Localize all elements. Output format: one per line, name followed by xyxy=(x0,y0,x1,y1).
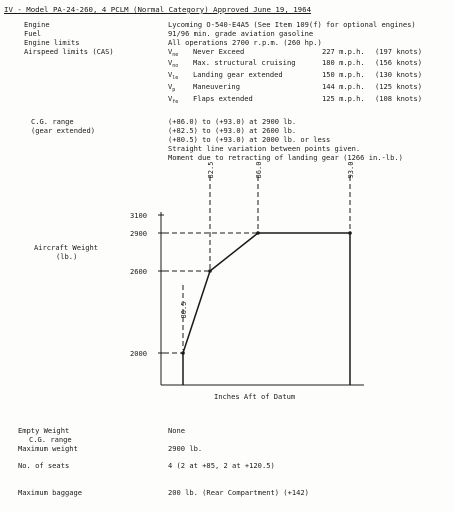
airspeed-desc: Maneuvering xyxy=(193,82,240,91)
y-axis-label: Aircraft Weight xyxy=(34,243,99,252)
station-label: 80.5 xyxy=(180,301,188,319)
fuel-value: 91/96 min. grade aviation gasoline xyxy=(168,29,314,38)
airspeed-mph: 125 m.p.h. xyxy=(322,94,365,103)
max-weight-label: Maximum weight xyxy=(18,444,78,453)
airspeed-desc: Never Exceed xyxy=(193,47,245,56)
station-label: 82.5 xyxy=(207,161,215,179)
airspeed-knots: (108 knots) xyxy=(375,94,422,103)
airspeed-mph: 180 m.p.h. xyxy=(322,58,365,67)
fuel-label: Fuel xyxy=(24,29,42,38)
station-label: 93.0 xyxy=(347,161,355,179)
cg-line: (+80.5) to (+93.0) at 2000 lb. or less xyxy=(168,135,331,144)
max-baggage-value: 200 lb. (Rear Compartment) (+142) xyxy=(168,488,309,497)
cg-range-sublabel: (gear extended) xyxy=(31,126,96,135)
airspeed-knots: (156 knots) xyxy=(375,58,422,67)
airspeed-desc: Max. structural cruising xyxy=(193,58,296,67)
station-label: 86.0 xyxy=(255,161,263,179)
y-tick-label: 3100 xyxy=(130,211,148,220)
seats-value: 4 (2 at +85, 2 at +120.5) xyxy=(168,461,275,470)
max-baggage-label: Maximum baggage xyxy=(18,488,83,497)
airspeed-sym: $V_{no}$ xyxy=(168,58,179,69)
y-tick-label: 2900 xyxy=(130,229,148,238)
airspeed-knots: (197 knots) xyxy=(375,47,422,56)
airspeed-sym: $V_p$ xyxy=(168,82,176,93)
airspeed-desc: Flaps extended xyxy=(193,94,253,103)
airspeed-mph: 150 m.p.h. xyxy=(322,70,365,79)
page-header: IV - Model PA-24-260, 4 PCLM (Normal Category) Approved June 19, 1964 xyxy=(4,5,312,14)
empty-cg-label: C.G. range xyxy=(29,435,72,444)
y-tick-label: 2000 xyxy=(130,349,148,358)
airspeed-mph: 144 m.p.h. xyxy=(322,82,365,91)
empty-weight-label: Empty Weight xyxy=(18,426,70,435)
cg-range-label: C.G. range xyxy=(31,117,74,126)
airspeed-sym: $V_{le}$ xyxy=(168,70,179,81)
engine-limits-value: All operations 2700 r.p.m. (260 hp.) xyxy=(168,38,322,47)
max-weight-value: 2900 lb. xyxy=(168,444,203,453)
cg-line: (+82.5) to (+93.0) at 2600 lb. xyxy=(168,126,297,135)
envelope-line xyxy=(183,233,350,385)
engine-value: Lycoming O-540-E4A5 (See Item 109(f) for optional engines) xyxy=(168,20,416,29)
x-axis-label: Inches Aft of Datum xyxy=(214,392,296,401)
airspeed-label: Airspeed limits (CAS) xyxy=(24,47,114,56)
airspeed-desc: Landing gear extended xyxy=(193,70,283,79)
airspeed-sym: $V_{ne}$ xyxy=(168,47,179,58)
y-tick-label: 2600 xyxy=(130,267,148,276)
envelope-point xyxy=(181,351,185,355)
envelope-point xyxy=(348,231,352,235)
empty-weight-value: None xyxy=(168,426,186,435)
engine-limits-label: Engine limits xyxy=(24,38,80,47)
engine-label: Engine xyxy=(24,20,50,29)
envelope-point xyxy=(208,269,212,273)
envelope-point xyxy=(256,231,260,235)
airspeed-mph: 227 m.p.h. xyxy=(322,47,365,56)
y-axis-unit: (lb.) xyxy=(56,252,78,261)
cg-line: (+86.0) to (+93.0) at 2900 lb. xyxy=(168,117,297,126)
airspeed-knots: (130 knots) xyxy=(375,70,422,79)
seats-label: No. of seats xyxy=(18,461,70,470)
airspeed-sym: $V_{fe}$ xyxy=(168,94,179,105)
cg-line: Moment due to retracting of landing gear (1266 in.-lb.) xyxy=(168,153,403,162)
cg-line: Straight line variation between points given. xyxy=(168,144,361,153)
airspeed-knots: (125 knots) xyxy=(375,82,422,91)
